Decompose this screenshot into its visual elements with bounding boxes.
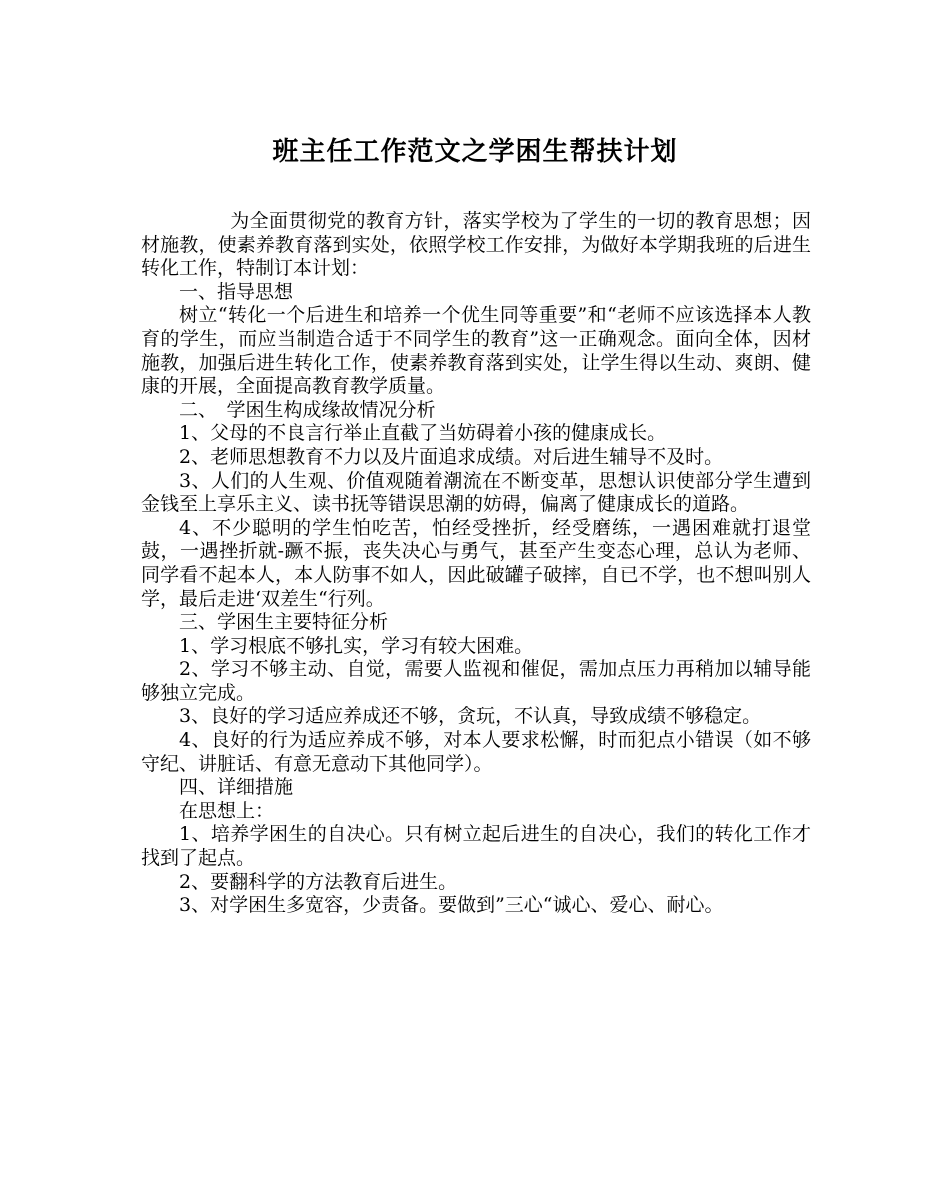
section-heading-measures: 四、详细措施: [179, 776, 294, 799]
list-item-measure-1: 1、培养学困生的自决心。只有树立起后进生的自决心，我们的转化工作才找到了起点。: [141, 823, 811, 870]
list-item-measure-2: 2、要翻科学的方法教育后进生。: [179, 870, 458, 893]
subheading-ideology: 在思想上：: [179, 799, 275, 822]
section-heading-guiding-thought: 一、指导思想: [179, 280, 294, 303]
section-heading-features: 三、学困生主要特征分析: [179, 611, 389, 634]
list-item-feature-3: 3、良好的学习适应养成还不够，贪玩，不认真，导致成绩不够稳定。: [179, 705, 762, 728]
list-item-measure-3: 3、对学困生多宽容，少责备。要做到”三心“诚心、爱心、耐心。: [179, 894, 724, 917]
list-item-cause-2: 2、老师思想教育不力以及片面追求成绩。对后进生辅导不及时。: [179, 445, 724, 468]
list-item-feature-4: 4、良好的行为适应养成不够，对本人要求松懈，时而犯点小错误（如不够守纪、讲脏话、有意无意动下其他同学）。: [141, 729, 811, 775]
list-item-cause-1: 1、父母的不良言行举止直截了当妨碍着小孩的健康成长。: [179, 422, 667, 445]
list-item-feature-2: 2、学习不够主动、自觉，需要人监视和催促，需加点压力再稍加以辅导能够独立完成。: [141, 658, 811, 704]
document-title: 班主任工作范文之学困生帮扶计划: [272, 137, 678, 167]
list-item-cause-4: 4、不少聪明的学生怕吃苦，怕经受挫折，经受磨练，一遇困难就打退堂鼓，一遇挫折就-蹶不振，丧失决心与勇气，甚至产生变态心理，总认为老师、同学看不起本人，本人防事不如人，因此破罐子破摔，自已不学，也不想叫别人学，最后走进‘双差生“行列。: [141, 516, 811, 610]
intro-paragraph: 为全面贯彻党的教育方针，落实学校为了学生的一切的教育思想；因材施教，使素养教育落到实处，依照学校工作安排，为做好本学期我班的后进生转化工作，特制订本计划：: [141, 210, 811, 280]
section-heading-cause-analysis: 二、 学困生构成缘故情况分析: [179, 398, 436, 421]
document-body: [141, 210, 811, 918]
list-item-feature-1: 1、学习根底不够扎实，学习有较大困难。: [179, 634, 534, 657]
list-item-cause-3: 3、人们的人生观、价值观随着潮流在不断变革，思想认识使部分学生遭到金钱至上享乐主义、读书抚等错误思潮的妨碍，偏离了健康成长的道路。: [141, 469, 811, 516]
paragraph-guiding-thought: 树立“转化一个后进生和培养一个优生同等重要”和“老师不应该选择本人教育的学生，而应当制造合适于不同学生的教育”这一正确观念。面向全体，因材施教，加强后进生转化工作，使素养教育落到实处，让学生得以生动、爽朗、健康的开展，全面提高教育教学质量。: [141, 304, 811, 398]
